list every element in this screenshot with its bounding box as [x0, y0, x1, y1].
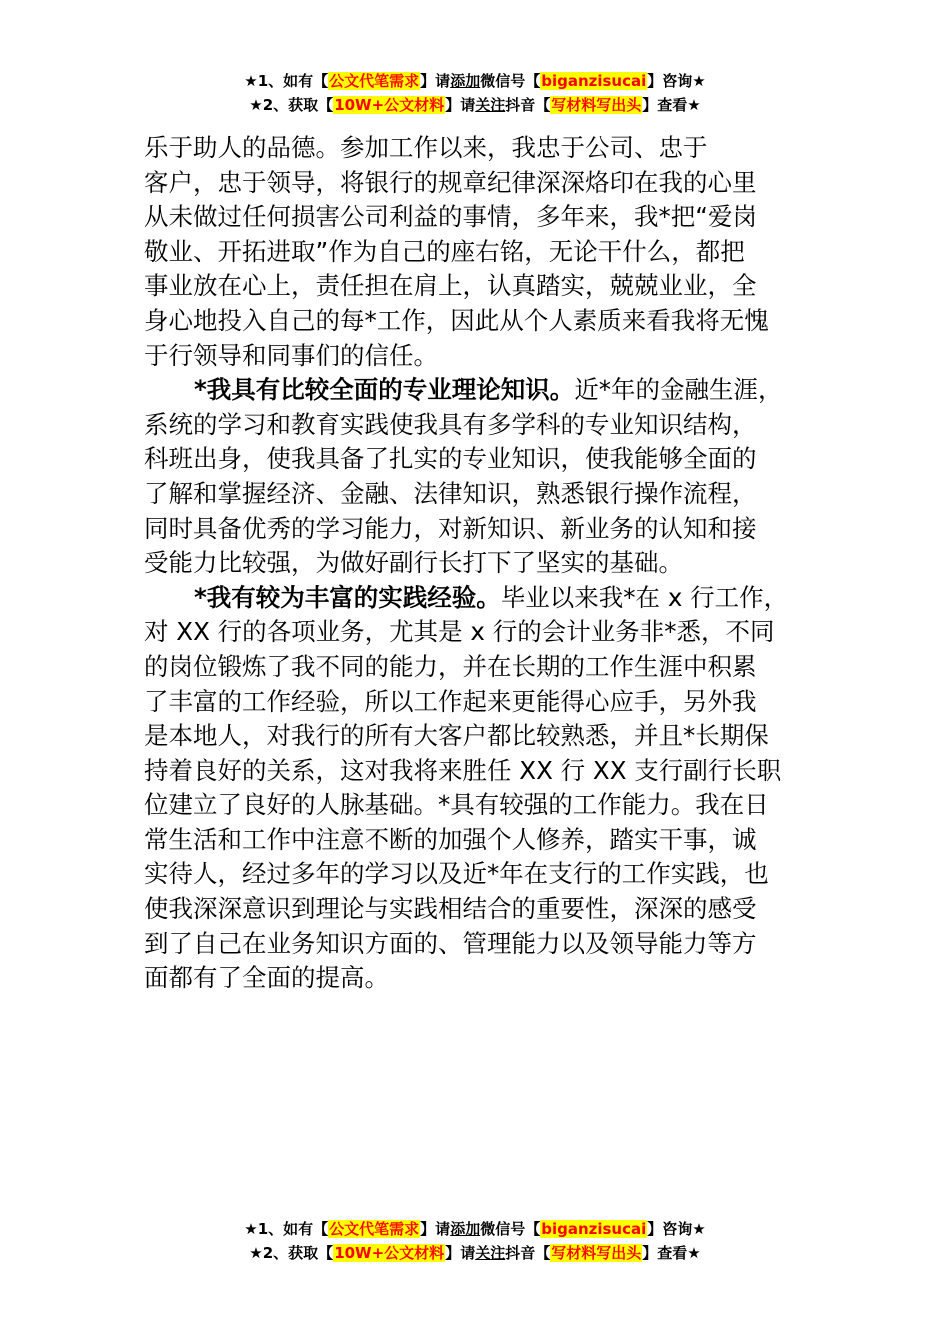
text-line — [144, 581, 834, 616]
line-text: 敬业、开拓进取”作为自己的座右铭，无论干什么，都把 — [144, 236, 745, 266]
text-line — [144, 754, 834, 789]
text-line — [144, 788, 834, 823]
line-text: 常生活和工作中注意不断的加强个人修养，踏实干事，诚 — [144, 824, 757, 854]
text-line — [144, 166, 834, 201]
line-text: 同时具备优秀的学习能力，对新知识、新业务的认知和接 — [144, 513, 757, 543]
section-heading: *我有较为丰富的实践经验。 — [194, 582, 501, 612]
text-line — [144, 269, 834, 304]
line-text: 持着良好的关系，这对我将来胜任 XX 行 XX 支行副行长职 — [144, 755, 782, 785]
text-line — [144, 823, 834, 858]
text-line — [144, 408, 834, 443]
line-text: 科班出身，使我具备了扎实的专业知识，使我能够全面的 — [144, 444, 757, 474]
line-text: 了解和掌握经济、金融、法律知识，熟悉银行操作流程， — [144, 478, 757, 508]
banner-line-2: ★2、获取【10W+公文材料】请关注抖音【写材料写出头】查看★ — [249, 1244, 701, 1262]
highlight-douyin-account: 写材料写出头 — [551, 96, 642, 114]
highlight-materials: 10W+公文材料 — [334, 96, 445, 114]
line-text: 面都有了全面的提高。 — [144, 963, 389, 993]
line-text: 系统的学习和教育实践使我具有多学科的专业知识结构， — [144, 409, 757, 439]
line-text: 实待人，经过多年的学习以及近*年在支行的工作实践，也 — [144, 859, 769, 889]
text-line — [144, 961, 834, 996]
text-line — [144, 857, 834, 892]
line-text: 位建立了良好的人脉基础。*具有较强的工作能力。我在日 — [144, 790, 769, 820]
text-line — [144, 546, 834, 581]
text-line — [144, 442, 834, 477]
text-line — [144, 892, 834, 927]
text-line — [144, 131, 834, 166]
text-line — [144, 477, 834, 512]
banner-line-1: ★1、如有【公文代笔需求】请添加微信号【biganzisucai】咨询★ — [244, 72, 706, 90]
highlight-wechat-id: biganzisucai — [541, 1220, 647, 1238]
banner-line-2: ★2、获取【10W+公文材料】请关注抖音【写材料写出头】查看★ — [249, 96, 701, 114]
highlight-writing-service: 公文代笔需求 — [329, 72, 420, 90]
text-line — [144, 719, 834, 754]
line-text: 是本地人，对我行的所有大客户都比较熟悉，并且*长期保 — [144, 721, 769, 751]
highlight-materials: 10W+公文材料 — [334, 1244, 445, 1262]
line-text: 客户，忠于领导，将银行的规章纪律深深烙印在我的心里 — [144, 167, 757, 197]
text-line — [144, 650, 834, 685]
line-text: 使我深深意识到理论与实践相结合的重要性，深深的感受 — [144, 894, 757, 924]
line-text: 到了自己在业务知识方面的、管理能力以及领导能力等方 — [144, 928, 757, 958]
banner-line-1: ★1、如有【公文代笔需求】请添加微信号【biganzisucai】咨询★ — [244, 1220, 706, 1238]
text-line — [144, 304, 834, 339]
line-text: 事业放在心上，责任担在肩上，认真踏实，兢兢业业，全 — [144, 271, 757, 301]
line-text: 了丰富的工作经验，所以工作起来更能得心应手，另外我 — [144, 686, 757, 716]
text-line — [144, 927, 834, 962]
line-text: 的岗位锻炼了我不同的能力，并在长期的工作生涯中积累 — [144, 651, 757, 681]
text-line — [144, 685, 834, 720]
highlight-douyin-account: 写材料写出头 — [551, 1244, 642, 1262]
line-text: 身心地投入自己的每*工作，因此从个人素质来看我将无愧 — [144, 305, 769, 335]
document-body — [144, 131, 834, 996]
footer-banner — [0, 1217, 950, 1265]
section-heading: *我具有比较全面的专业理论知识。 — [194, 375, 575, 405]
line-text: 于行领导和同事们的信任。 — [144, 340, 438, 370]
text-line — [144, 373, 834, 408]
text-line — [144, 615, 834, 650]
line-text: 毕业以来我*在 x 行工作， — [500, 582, 789, 612]
line-text: 受能力比较强，为做好副行长打下了坚实的基础。 — [144, 548, 683, 578]
text-line — [144, 200, 834, 235]
header-banner — [0, 69, 950, 117]
line-text: 乐于助人的品德。参加工作以来，我忠于公司、忠于 — [144, 133, 708, 162]
highlight-writing-service: 公文代笔需求 — [329, 1220, 420, 1238]
text-line — [144, 339, 834, 374]
line-text: 近*年的金融生涯， — [574, 375, 783, 405]
text-line — [144, 512, 834, 547]
line-text: 从未做过任何损害公司利益的事情，多年来，我*把“爱岗 — [144, 202, 757, 232]
text-line — [144, 235, 834, 270]
highlight-wechat-id: biganzisucai — [541, 72, 647, 90]
line-text: 对 XX 行的各项业务，尤其是 x 行的会计业务非*悉，不同 — [144, 617, 775, 647]
